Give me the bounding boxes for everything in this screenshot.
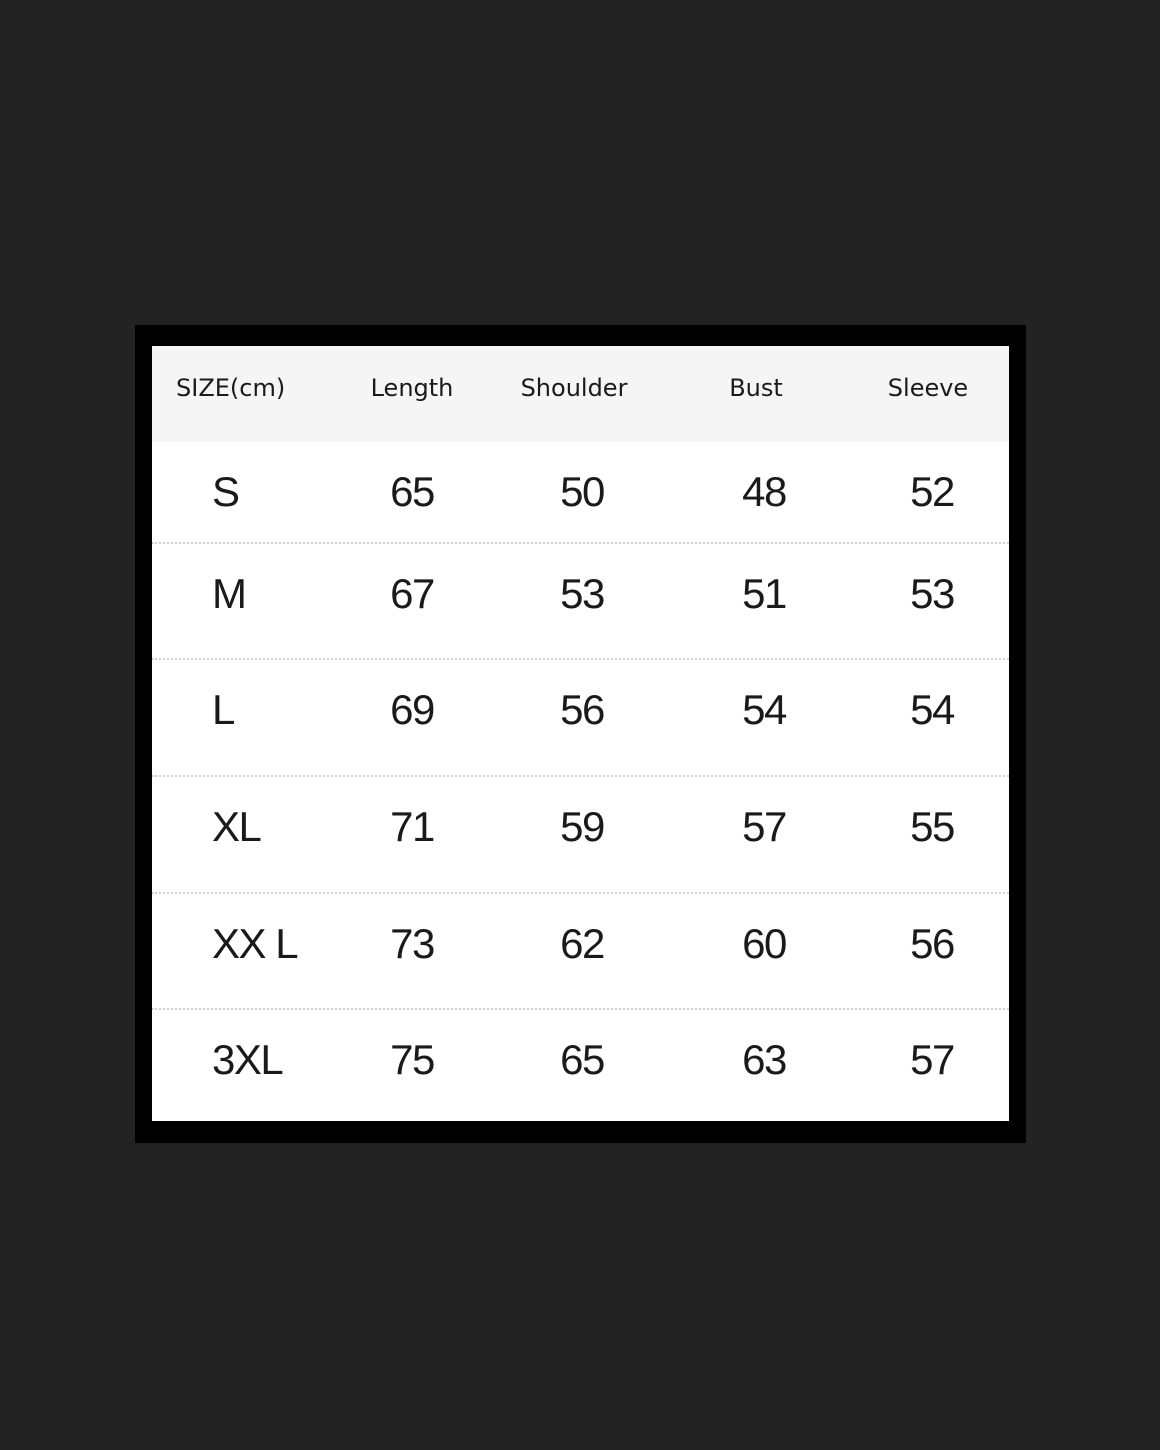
cell-length: 73 — [390, 920, 434, 967]
table-row — [152, 542, 1009, 659]
cell-length: 67 — [390, 570, 434, 617]
cell-length: 69 — [390, 686, 434, 733]
size-chart-frame — [135, 325, 1026, 1143]
table-row — [152, 775, 1009, 892]
cell-bust: 60 — [742, 920, 786, 967]
header-sleeve: Sleeve — [887, 374, 969, 402]
table-header-row — [152, 346, 1009, 442]
cell-length: 71 — [390, 803, 434, 850]
header-shoulder: Shoulder — [520, 374, 628, 402]
header-bust: Bust — [729, 374, 783, 402]
table-row — [152, 658, 1009, 775]
cell-bust: 48 — [742, 468, 786, 515]
cell-size: 3XL — [212, 1036, 283, 1083]
cell-size: XL — [212, 803, 261, 850]
cell-size: M — [212, 570, 246, 617]
cell-shoulder: 59 — [560, 803, 604, 850]
cell-size: XX L — [212, 920, 298, 967]
cell-sleeve: 56 — [910, 920, 954, 967]
cell-shoulder: 62 — [560, 920, 604, 967]
cell-sleeve: 53 — [910, 570, 954, 617]
cell-shoulder: 50 — [560, 468, 604, 515]
cell-bust: 57 — [742, 803, 786, 850]
cell-shoulder: 53 — [560, 570, 604, 617]
cell-length: 75 — [390, 1036, 434, 1083]
size-chart-table — [152, 346, 1009, 1121]
cell-bust: 63 — [742, 1036, 786, 1083]
cell-shoulder: 65 — [560, 1036, 604, 1083]
cell-shoulder: 56 — [560, 686, 604, 733]
cell-size: L — [212, 686, 234, 733]
table-row — [152, 892, 1009, 1009]
header-length: Length — [370, 374, 454, 402]
cell-bust: 51 — [742, 570, 786, 617]
header-size: SIZE(cm) — [176, 374, 286, 402]
cell-bust: 54 — [742, 686, 786, 733]
cell-sleeve: 55 — [910, 803, 954, 850]
table-row — [152, 1008, 1009, 1121]
cell-sleeve: 52 — [910, 468, 954, 515]
cell-size: S — [212, 468, 239, 515]
cell-sleeve: 54 — [910, 686, 954, 733]
cell-sleeve: 57 — [910, 1036, 954, 1083]
cell-length: 65 — [390, 468, 434, 515]
